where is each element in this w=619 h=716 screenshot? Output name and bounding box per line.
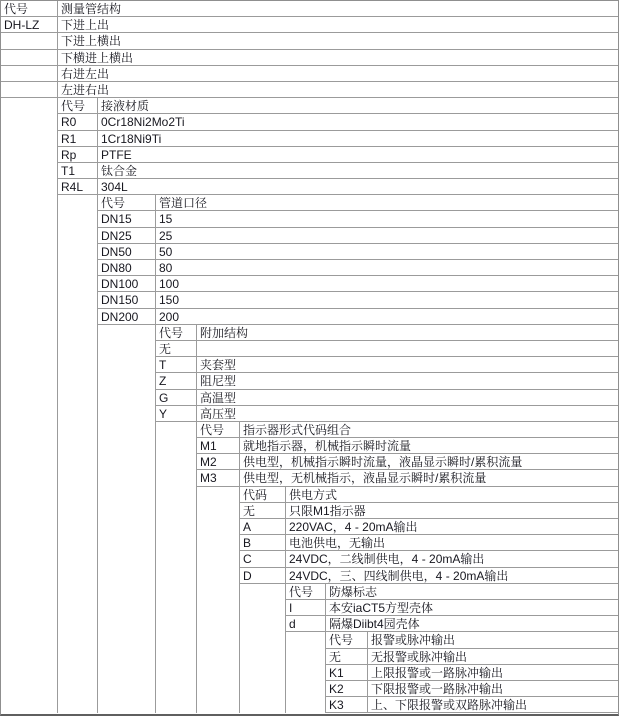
desc-cell: 304L xyxy=(101,180,128,195)
empty-code-cell xyxy=(197,487,240,714)
code-cell: DN15 xyxy=(98,211,156,226)
code-header-cell: 代号 xyxy=(58,98,98,113)
code-header-cell: 代号 xyxy=(156,325,197,340)
desc-header-cell: 管道口径 xyxy=(159,196,208,211)
header-row xyxy=(98,195,618,211)
code-cell xyxy=(1,82,58,97)
nested-level-container xyxy=(156,422,618,713)
nested-level-container xyxy=(240,584,618,714)
table-row xyxy=(156,357,618,373)
code-cell: 无 xyxy=(240,503,286,518)
code-cell: T1 xyxy=(58,163,98,178)
code-cell: K1 xyxy=(326,665,368,680)
nested-level-container xyxy=(1,98,618,713)
code-header-cell: 代号 xyxy=(98,195,156,210)
desc-header-cell: 指示器形式代码组合 xyxy=(243,422,352,437)
header-row xyxy=(197,422,618,438)
code-header-cell: 代号 xyxy=(326,632,368,647)
table-row xyxy=(1,82,618,98)
code-cell: R1 xyxy=(58,131,98,146)
empty-code-cell xyxy=(156,422,197,713)
code-cell: DN25 xyxy=(98,228,156,243)
code-cell: DN50 xyxy=(98,244,156,259)
code-cell: DH-LZ xyxy=(1,17,58,32)
code-cell: DN80 xyxy=(98,260,156,275)
code-cell xyxy=(1,50,58,65)
table-row xyxy=(1,33,618,49)
table-row xyxy=(240,519,618,535)
desc-cell: 隔爆Diibt4园壳体 xyxy=(329,617,420,632)
table-row xyxy=(240,551,618,567)
table-row xyxy=(58,179,618,195)
code-header-cell: 代码 xyxy=(240,487,286,502)
code-cell: 无 xyxy=(326,649,368,664)
table-row xyxy=(98,276,618,292)
desc-cell: 220VAC，4 - 20mA输出 xyxy=(289,520,418,534)
table-row xyxy=(326,697,618,713)
code-cell: M3 xyxy=(197,470,240,485)
desc-cell: PTFE xyxy=(101,147,132,162)
desc-cell: 24VDC，三、四线制供电，4 - 20mA输出 xyxy=(289,568,509,583)
level-7-alarm-pulse-output xyxy=(326,632,618,713)
desc-cell: 只限M1指示器 xyxy=(289,503,366,518)
table-row xyxy=(197,470,618,486)
desc-cell: 供电型，无机械指示，液晶显示瞬时/累积流量 xyxy=(243,471,487,486)
table-row xyxy=(98,244,618,260)
table-row xyxy=(286,600,618,616)
table-row xyxy=(58,114,618,130)
desc-cell: 0Cr18Ni2Mo2Ti xyxy=(101,115,185,130)
desc-cell: 15 xyxy=(159,212,173,227)
header-row xyxy=(156,325,618,341)
code-cell: R4L xyxy=(58,179,98,194)
nested-level-container xyxy=(286,632,618,713)
level-3-additional-structure xyxy=(156,325,618,714)
desc-cell: 供电型，机械指示瞬时流量，液晶显示瞬时/累积流量 xyxy=(243,455,523,470)
level-6-explosion-proof xyxy=(286,584,618,714)
table-row xyxy=(156,406,618,422)
code-cell: d xyxy=(286,616,326,631)
desc-cell: 左进右出 xyxy=(61,82,110,97)
desc-cell: 无报警或脉冲输出 xyxy=(371,649,468,664)
code-cell: DN100 xyxy=(98,276,156,291)
desc-cell: 电池供电，无输出 xyxy=(289,536,386,551)
code-cell xyxy=(1,33,58,48)
table-row xyxy=(156,341,618,357)
code-cell: B xyxy=(240,535,286,550)
code-cell: M1 xyxy=(197,438,240,453)
code-cell: C xyxy=(240,551,286,566)
desc-header-cell: 附加结构 xyxy=(200,325,249,340)
empty-code-cell xyxy=(240,584,286,714)
table-row xyxy=(197,454,618,470)
table-row xyxy=(156,390,618,406)
desc-cell: 1Cr18Ni9Ti xyxy=(101,131,162,146)
desc-cell: 就地指示器，机械指示瞬时流量 xyxy=(243,439,412,454)
desc-header-cell: 报警或脉冲输出 xyxy=(371,633,456,648)
table-row xyxy=(240,568,618,584)
code-cell xyxy=(1,66,58,81)
code-cell: 无 xyxy=(156,341,197,356)
desc-cell: 100 xyxy=(159,277,180,292)
table-row xyxy=(326,649,618,665)
table-row xyxy=(197,438,618,454)
desc-header-cell: 供电方式 xyxy=(289,487,338,502)
code-cell: Y xyxy=(156,406,197,421)
desc-cell: 24VDC，二线制供电，4 - 20mA输出 xyxy=(289,552,485,567)
code-cell: D xyxy=(240,568,286,583)
table-row xyxy=(240,535,618,551)
table-row xyxy=(156,373,618,389)
empty-code-cell xyxy=(1,98,58,713)
code-cell: M2 xyxy=(197,454,240,469)
desc-cell: 200 xyxy=(159,309,180,324)
code-header-cell: 代号 xyxy=(286,584,326,599)
header-row xyxy=(286,584,618,600)
code-header-cell: 代号 xyxy=(1,1,58,16)
desc-cell: 80 xyxy=(159,261,173,275)
desc-cell: 高温型 xyxy=(200,390,237,405)
table-row xyxy=(1,66,618,82)
level-2-pipe-diameter xyxy=(98,195,618,713)
desc-cell: 下进上出 xyxy=(61,18,110,33)
table-row xyxy=(58,147,618,163)
desc-cell: 下进上横出 xyxy=(61,34,122,49)
desc-cell: 50 xyxy=(159,244,173,259)
desc-cell xyxy=(197,341,618,356)
table-row xyxy=(58,163,618,179)
desc-header-cell: 接液材质 xyxy=(101,99,150,114)
code-cell: DN200 xyxy=(98,309,156,324)
table-row xyxy=(58,131,618,147)
desc-cell: 钛合金 xyxy=(101,163,138,178)
code-cell: T xyxy=(156,357,197,372)
code-cell: Rp xyxy=(58,147,98,162)
table-row xyxy=(98,211,618,227)
desc-cell: 夹套型 xyxy=(200,358,237,373)
desc-cell: 下限报警或一路脉冲输出 xyxy=(371,681,504,696)
table-row xyxy=(240,503,618,519)
nested-level-container xyxy=(197,487,618,714)
desc-cell: 阻尼型 xyxy=(200,374,237,389)
level-1-wetted-material xyxy=(58,98,618,713)
desc-cell: 上限报警或一路脉冲输出 xyxy=(371,665,504,680)
header-row xyxy=(240,487,618,503)
table-row xyxy=(1,50,618,66)
nested-level-container xyxy=(58,195,618,713)
desc-header-cell: 防爆标志 xyxy=(329,584,378,599)
desc-cell: 右进左出 xyxy=(61,66,110,81)
code-cell: Z xyxy=(156,373,197,388)
code-header-cell: 代号 xyxy=(197,422,240,437)
desc-cell: 高压型 xyxy=(200,406,237,421)
empty-code-cell xyxy=(286,632,326,713)
code-cell: A xyxy=(240,519,286,534)
desc-cell: 25 xyxy=(159,228,173,243)
header-row xyxy=(326,632,618,648)
code-cell: G xyxy=(156,390,197,405)
nested-level-container xyxy=(98,325,618,714)
table-row xyxy=(98,260,618,276)
table-row xyxy=(326,665,618,681)
desc-cell: 上、下限报警或双路脉冲输出 xyxy=(371,698,528,713)
table-row xyxy=(98,292,618,308)
table-row xyxy=(98,228,618,244)
empty-code-cell xyxy=(58,195,98,713)
empty-code-cell xyxy=(98,325,156,714)
code-cell: R0 xyxy=(58,114,98,129)
table-row xyxy=(1,17,618,33)
table-row xyxy=(98,309,618,325)
code-cell: DN150 xyxy=(98,292,156,307)
header-row xyxy=(58,98,618,114)
level-5-power-supply xyxy=(240,487,618,714)
desc-cell: 下横进上横出 xyxy=(61,50,134,65)
code-cell: K3 xyxy=(326,697,368,712)
desc-cell: 本安iaCT5方型壳体 xyxy=(329,600,434,615)
header-row xyxy=(1,1,618,17)
table-row xyxy=(326,681,618,697)
level-4-indicator-type xyxy=(197,422,618,713)
desc-cell: 150 xyxy=(159,293,180,308)
desc-header-cell: 测量管结构 xyxy=(61,2,122,16)
code-cell: I xyxy=(286,600,326,615)
code-cell: K2 xyxy=(326,681,368,696)
level-0-measuring-tube-structure xyxy=(1,1,618,713)
table-row xyxy=(286,616,618,632)
